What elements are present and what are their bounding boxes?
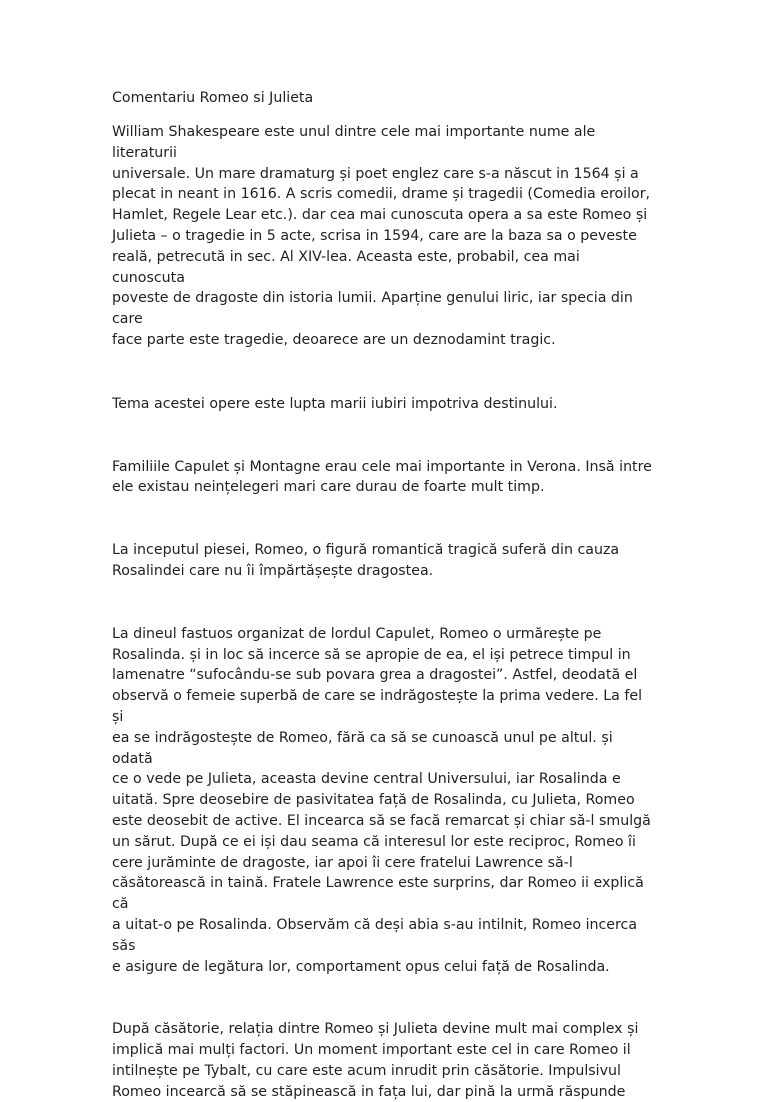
paragraph-beginning: La inceputul piesei, Romeo, o figură romantică tragică suferă din cauza Rosalindei care nu îi împărtășește dragostea. bbox=[112, 542, 620, 579]
document-title: Comentariu Romeo si Julieta bbox=[112, 90, 314, 106]
paragraph-theme: Tema acestei opere este lupta marii iubiri impotriva destinului. bbox=[112, 395, 558, 412]
paragraph-introduction: William Shakespeare este unul dintre cele mai importante nume ale literaturii universale. Un mare dramaturg și poet englez care s-a născut in 1564 și a plecat in neant in 1616. A scris comedii, drame și tragedii (Comedia eroilor, Hamlet, Regele Lear etc.). dar cea mai cunoscuta opera a sa este Romeo și Julieta – o tragedie in 5 acte, scrisa in 1594, care are la baza sa o peveste reală, petrecută in sec. Al XIV-lea. Aceasta este, probabil, cea mai cunoscuta poveste de dragoste din istoria lumii. Aparține genului liric, iar specia din care face parte este tragedie, deoarece are un deznodamint tragic. bbox=[112, 124, 651, 348]
paragraph-families: Familiile Capulet și Montagne erau cele mai importante in Verona. Insă intre ele existau neințelegeri mari care durau de foarte mult timp. bbox=[112, 458, 652, 496]
paragraph-after-marriage: După căsătorie, relația dintre Romeo și Julieta devine mult mai complex și implică mai mulți factori. Un moment important este cel in care Romeo il intilnește pe Tybalt, cu care este acum inrudit prin căsătorie. Impulsivul Romeo incearcă să se stăpinească in fața lui, dar pină la urmă răspunde bbox=[112, 1021, 639, 1100]
document-page bbox=[112, 88, 652, 1102]
paragraph-feast: La dineul fastuos organizat de lordul Capulet, Romeo o urmărește pe Rosalinda. și in loc să incerce să se apropie de ea, el iși petrece timpul in lamenatre “sufocându-se sub povara grea a dragostei”. Astfel, deodată el observă o femeie superbă de care se indrăgostește la prima vedere. La fel și ea se indrăgostește de Romeo, fără ca să se cunoască unul pe altul. și odată ce o vede pe Julieta, aceasta devine central Universului, iar Rosalinda e uitată. Spre deosebire de pasivitatea față de Rosalinda, cu Julieta, Romeo este deosebit de active. El incearca să se facă remarcat și chiar să-l smulgă un sărut. După ce ei iși dau seama că interesul lor este reciproc, Romeo îi cere jurăminte de dragoste, iar apoi îi cere fratelui Lawrence să-l căsătorească in taină. Fratele Lawrence este surprins, dar Romeo ii explică că a uitat-o pe Rosalinda. Observăm că deși abia s-au intilnit, Romeo incerca săs e asigure de legătura lor, comportament opus celui față de Rosalinda. bbox=[112, 625, 651, 975]
